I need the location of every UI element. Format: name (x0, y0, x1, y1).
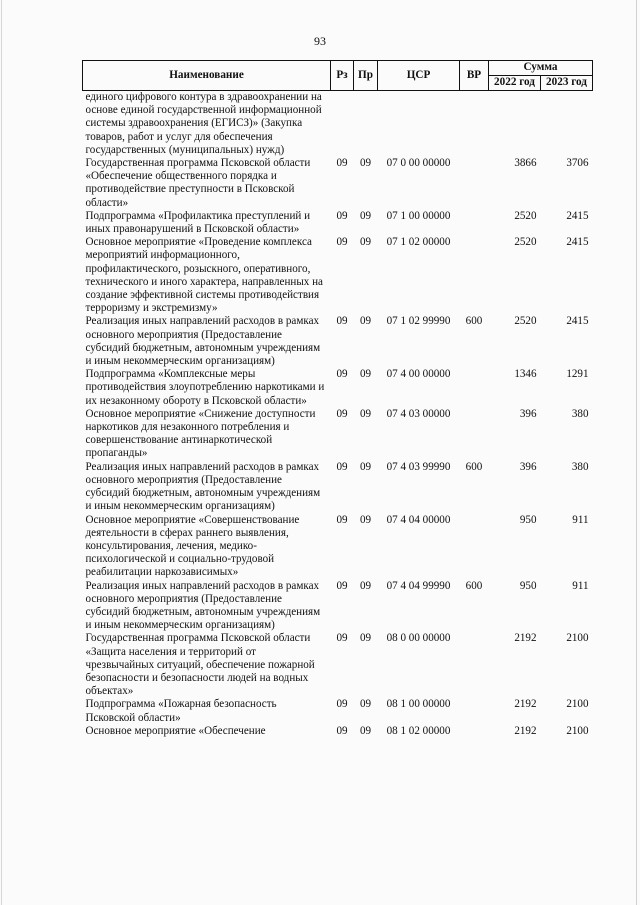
cell-name: Подпрограмма «Пожарная безопасность Псковской области» (85, 698, 277, 724)
table-row (83, 368, 593, 408)
cell-csr: 07 1 02 00000 (386, 236, 451, 249)
cell-2022: 3866 (514, 157, 537, 170)
cell-name: Реализация иных направлений расходов в рамках основного мероприятия (Предоставление субсидий бюджетным, автономным учреждениям и иным некоммерческим организациям) (85, 579, 321, 632)
cell-vr: 600 (465, 460, 483, 473)
header-name: Наименование (83, 61, 331, 91)
cell-csr: 07 4 03 99990 (386, 460, 451, 473)
cell-2023: 2100 (566, 724, 589, 737)
header-year-2022: 2022 год (489, 76, 541, 91)
cell-name: Основное мероприятие «Снижение доступности наркотиков для незаконного потребления и совершенствование антинаркотической пропаганды» (85, 407, 316, 460)
table-row (83, 580, 593, 633)
table-row (83, 210, 593, 236)
cell-pr: 09 (359, 724, 372, 737)
cell-2023: 911 (572, 513, 589, 526)
scan-edge-right (636, 0, 637, 905)
table-row (83, 514, 593, 580)
cell-pr: 09 (359, 513, 372, 526)
cell-vr: 600 (465, 315, 483, 328)
cell-name: Подпрограмма «Комплексные меры противодействия злоупотреблению наркотиками и их незаконному обороту в Псковской области» (85, 368, 325, 407)
cell-vr (460, 91, 489, 158)
cell-rz: 09 (336, 157, 348, 170)
header-vr: ВР (460, 61, 489, 91)
cell-name: Реализация иных направлений расходов в рамках основного мероприятия (Предоставление субсидий бюджетным, автономным учреждениям и иным некоммерческим организациям) (85, 460, 321, 513)
cell-pr: 09 (359, 698, 372, 711)
cell-2023: 1291 (566, 368, 589, 381)
cell-2022: 950 (519, 513, 537, 526)
cell-csr: 07 1 02 99990 (386, 315, 451, 328)
cell-csr: 07 4 03 00000 (386, 407, 451, 420)
cell-csr: 08 1 02 00000 (386, 724, 451, 737)
cell-name: единого цифрового контура в здравоохранении на основе единой государственной информационной системы здравоохранения (ЕГИСЗ)» (Закупка товаров, работ и услуг для обеспечения государственных (муниципальных) нужд) (85, 91, 322, 156)
cell-csr: 07 1 00 00000 (386, 209, 451, 222)
cell-2022: 2192 (514, 698, 537, 711)
cell-csr: 07 4 04 99990 (386, 579, 451, 592)
cell-rz: 09 (336, 579, 348, 592)
cell-csr (378, 91, 460, 158)
header-year-2023: 2023 год (541, 76, 593, 91)
cell-vr (460, 157, 489, 210)
cell-2023: 2415 (566, 209, 589, 222)
cell-2023: 2415 (566, 315, 589, 328)
cell-csr: 08 0 00 00000 (386, 632, 451, 645)
table-row (83, 236, 593, 315)
cell-2022: 2520 (514, 236, 537, 249)
cell-vr: 600 (465, 579, 483, 592)
cell-pr: 09 (359, 632, 372, 645)
cell-rz: 09 (336, 724, 348, 737)
table-row (83, 315, 593, 368)
cell-2023: 3706 (566, 157, 589, 170)
cell-2022 (489, 91, 541, 158)
table-row (83, 157, 593, 210)
cell-2022: 1346 (514, 368, 537, 381)
cell-pr: 09 (359, 157, 372, 170)
cell-2022: 2192 (514, 632, 537, 645)
cell-csr: 08 1 00 00000 (386, 698, 451, 711)
cell-name: Основное мероприятие «Проведение комплекса мероприятий информационного, профилактического, розыскного, оперативного, технического и иного характера, направленных на создание эффективной системы противодействия терроризму и экстремизму» (85, 236, 323, 315)
header-rz: Рз (331, 61, 354, 91)
cell-csr: 07 0 00 00000 (386, 157, 451, 170)
cell-pr: 09 (359, 236, 372, 249)
cell-rz: 09 (336, 460, 348, 473)
cell-2023: 2100 (566, 632, 589, 645)
cell-2023 (541, 91, 593, 158)
cell-2023: 380 (571, 460, 589, 473)
cell-rz: 09 (336, 407, 348, 420)
table-header (83, 61, 593, 91)
cell-2023: 2100 (566, 698, 589, 711)
cell-name: Подпрограмма «Профилактика преступлений и иных правонарушений в Псковской области» (85, 209, 311, 236)
cell-pr: 09 (359, 368, 372, 381)
cell-vr (460, 236, 489, 315)
table-row (83, 698, 593, 724)
cell-csr: 07 4 04 00000 (386, 513, 451, 526)
cell-vr (460, 725, 489, 738)
cell-2023: 2415 (566, 236, 589, 249)
cell-name: Государственная программа Псковской области «Обеспечение общественного порядка и противодействие преступности в Псковской области» (85, 157, 311, 209)
cell-2023: 911 (572, 579, 589, 592)
cell-2022: 2192 (514, 724, 537, 737)
cell-rz: 09 (336, 698, 348, 711)
cell-vr (460, 368, 489, 408)
table-row (83, 91, 593, 158)
cell-rz: 09 (336, 236, 348, 249)
cell-rz: 09 (336, 315, 348, 328)
cell-vr (460, 698, 489, 724)
cell-rz: 09 (336, 632, 348, 645)
cell-2022: 2520 (514, 315, 537, 328)
cell-2022: 950 (519, 579, 537, 592)
cell-pr: 09 (359, 460, 372, 473)
cell-vr (460, 514, 489, 580)
cell-pr (354, 91, 378, 158)
cell-name: Основное мероприятие «Совершенствование деятельности в сферах раннего выявления, консультирования, лечения, медико-психологической и социально-трудовой реабилитации наркозависимых» (85, 513, 300, 579)
cell-name: Реализация иных направлений расходов в рамках основного мероприятия (Предоставление субсидий бюджетным, автономным учреждениям и иным некоммерческим организациям) (85, 315, 321, 368)
cell-rz: 09 (336, 209, 348, 222)
table-row (83, 632, 593, 698)
header-pr: Пр (354, 61, 378, 91)
cell-pr: 09 (359, 209, 372, 222)
cell-name: Государственная программа Псковской области «Защита населения и территорий от чрезвычайных ситуаций, обеспечение пожарной безопасности и безопасности людей на водных объектах» (85, 632, 315, 698)
cell-rz (331, 91, 354, 158)
cell-pr: 09 (359, 407, 372, 420)
cell-name: Основное мероприятие «Обеспечение (85, 724, 266, 737)
cell-vr (460, 408, 489, 461)
header-sum: Сумма (489, 61, 593, 76)
cell-vr (460, 632, 489, 698)
cell-rz: 09 (336, 368, 348, 381)
cell-2022: 396 (519, 407, 537, 420)
cell-2022: 2520 (514, 209, 537, 222)
cell-2022: 396 (519, 460, 537, 473)
table-row (83, 461, 593, 514)
budget-table (82, 60, 593, 738)
table-row (83, 725, 593, 738)
table-body (83, 91, 593, 738)
scan-edge-left (1, 0, 2, 905)
cell-pr: 09 (359, 579, 372, 592)
cell-vr (460, 210, 489, 236)
cell-2023: 380 (571, 407, 589, 420)
table-row (83, 408, 593, 461)
page-number: 93 (314, 34, 326, 48)
cell-rz: 09 (336, 513, 348, 526)
header-csr: ЦСР (378, 61, 460, 91)
cell-pr: 09 (359, 315, 372, 328)
cell-csr: 07 4 00 00000 (386, 368, 451, 381)
